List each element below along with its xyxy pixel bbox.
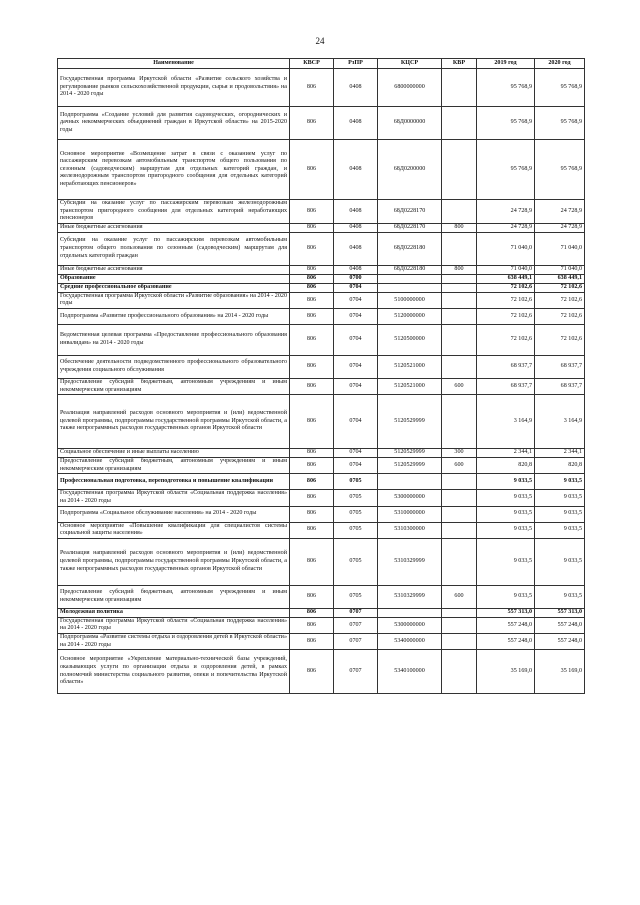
row-amount-2020: 68 937,7	[535, 355, 585, 378]
row-name: Субсидии на оказание услуг по пассажирским перевозкам автомобильным транспортом общего пользования по сезонным (садоводческим) маршрутам для отдельных категорий граждан	[58, 232, 290, 265]
row-kvr	[442, 355, 477, 378]
row-rzpr: 0408	[334, 265, 378, 274]
row-rzpr: 0704	[334, 308, 378, 324]
row-kvsr: 806	[290, 378, 334, 394]
row-kcsr: 5100000000	[378, 292, 442, 308]
row-amount-2020: 557 313,0	[535, 608, 585, 617]
row-kcsr: 6800000000	[378, 69, 442, 107]
row-rzpr: 0707	[334, 633, 378, 649]
row-kvsr: 806	[290, 292, 334, 308]
row-kvsr: 806	[290, 650, 334, 694]
row-kcsr: 5310329999	[378, 538, 442, 585]
row-kvr	[442, 283, 477, 292]
row-kvr	[442, 490, 477, 506]
row-kvr	[442, 69, 477, 107]
row-name: Государственная программа Иркутской области «Развитие сельского хозяйства и регулирование рынков сельскохозяйственной продукции, сырья и продовольствия» на 2014 - 2020 годы	[58, 69, 290, 107]
col-header-rzpr: РзПР	[334, 59, 378, 69]
row-rzpr: 0705	[334, 474, 378, 490]
row-amount-2020: 3 164,9	[535, 395, 585, 449]
row-kcsr	[378, 283, 442, 292]
row-amount-2019: 9 033,5	[477, 538, 535, 585]
row-name: Предоставление субсидий бюджетным, автономным учреждениям и иным некоммерческим организациям	[58, 585, 290, 608]
row-kcsr: 5340100000	[378, 650, 442, 694]
row-kvsr: 806	[290, 283, 334, 292]
table-row	[58, 506, 585, 522]
row-rzpr: 0408	[334, 107, 378, 140]
row-name: Подпрограмма «Социальное обслуживание населения» на 2014 - 2020 годы	[58, 506, 290, 522]
row-rzpr: 0408	[334, 69, 378, 107]
row-kcsr: 5340000000	[378, 633, 442, 649]
row-kvsr: 806	[290, 608, 334, 617]
row-kvr	[442, 650, 477, 694]
row-kcsr: 5120521000	[378, 355, 442, 378]
row-kvr	[442, 324, 477, 355]
row-name: Средние профессиональное образование	[58, 283, 290, 292]
row-name: Образование	[58, 274, 290, 283]
table-row	[58, 200, 585, 224]
row-kvsr: 806	[290, 522, 334, 538]
row-amount-2020: 68 937,7	[535, 378, 585, 394]
row-amount-2020: 72 102,6	[535, 292, 585, 308]
row-amount-2019: 3 164,9	[477, 395, 535, 449]
row-kvr: 600	[442, 585, 477, 608]
row-kvsr: 806	[290, 538, 334, 585]
row-amount-2019: 71 040,0	[477, 232, 535, 265]
row-kcsr: 68Д0200000	[378, 140, 442, 200]
row-kvr	[442, 633, 477, 649]
row-amount-2019: 557 248,0	[477, 617, 535, 633]
row-name: Основное мероприятие «Повышение квалификации для специалистов системы социальной защиты населения»	[58, 522, 290, 538]
row-kcsr: 68Д0228180	[378, 265, 442, 274]
row-amount-2020: 9 033,5	[535, 522, 585, 538]
row-rzpr: 0707	[334, 650, 378, 694]
row-amount-2020: 24 728,9	[535, 223, 585, 232]
row-name: Подпрограмма «Создание условий для развития садоводческих, огороднических и дачных некоммерческих объединений граждан в Иркутской области» на 2015-2020 годы	[58, 107, 290, 140]
row-name: Предоставление субсидий бюджетным, автономным учреждениям и иным некоммерческим организациям	[58, 458, 290, 474]
table-row	[58, 490, 585, 506]
row-name: Реализация направлений расходов основного мероприятия и (или) ведомственной целевой программы, подпрограммы государственной программы Иркутской области, а также непрограммных расходов государственных органов Иркутской области	[58, 538, 290, 585]
table-row	[58, 308, 585, 324]
row-amount-2020: 9 033,5	[535, 506, 585, 522]
table-row	[58, 292, 585, 308]
row-rzpr: 0705	[334, 538, 378, 585]
row-kcsr: 5120500000	[378, 324, 442, 355]
budget-table	[57, 58, 585, 694]
col-header-2020: 2020 год	[535, 59, 585, 69]
row-rzpr: 0704	[334, 378, 378, 394]
table-row	[58, 324, 585, 355]
row-kvsr: 806	[290, 585, 334, 608]
row-kcsr: 5310300000	[378, 522, 442, 538]
row-kcsr	[378, 274, 442, 283]
row-kvr: 300	[442, 449, 477, 458]
table-row	[58, 355, 585, 378]
row-rzpr: 0705	[334, 585, 378, 608]
row-kvsr: 806	[290, 274, 334, 283]
row-kcsr: 5120529999	[378, 458, 442, 474]
row-amount-2020: 72 102,6	[535, 283, 585, 292]
row-kvr	[442, 522, 477, 538]
row-kcsr: 68Д0228180	[378, 232, 442, 265]
row-rzpr: 0704	[334, 449, 378, 458]
row-rzpr: 0408	[334, 223, 378, 232]
row-amount-2019: 9 033,5	[477, 522, 535, 538]
row-rzpr: 0700	[334, 274, 378, 283]
row-amount-2020: 71 040,0	[535, 265, 585, 274]
row-amount-2020: 9 033,5	[535, 474, 585, 490]
table-row	[58, 265, 585, 274]
row-name: Социальное обеспечение и иные выплаты населению	[58, 449, 290, 458]
row-kvsr: 806	[290, 458, 334, 474]
row-kvsr: 806	[290, 633, 334, 649]
row-kcsr: 68Д0228170	[378, 200, 442, 224]
row-amount-2020: 72 102,6	[535, 324, 585, 355]
row-name: Государственная программа Иркутской области «Социальная поддержка населения» на 2014 - 2020 годы	[58, 490, 290, 506]
row-name: Подпрограмма «Развитие профессионального образования» на 2014 - 2020 годы	[58, 308, 290, 324]
row-amount-2019: 9 033,5	[477, 490, 535, 506]
table-row	[58, 223, 585, 232]
row-amount-2019: 24 728,9	[477, 200, 535, 224]
row-kcsr: 5300000000	[378, 490, 442, 506]
row-kvsr: 806	[290, 140, 334, 200]
row-amount-2019: 35 169,0	[477, 650, 535, 694]
row-kcsr: 68Д0000000	[378, 107, 442, 140]
row-amount-2019: 71 040,0	[477, 265, 535, 274]
row-name: Обеспечение деятельности подведомственного профессионального образовательного учреждения социального обслуживания	[58, 355, 290, 378]
row-rzpr: 0408	[334, 140, 378, 200]
row-kcsr: 5120521000	[378, 378, 442, 394]
row-kvr	[442, 474, 477, 490]
row-amount-2020: 557 248,0	[535, 617, 585, 633]
row-amount-2019: 68 937,7	[477, 378, 535, 394]
row-name: Субсидии на оказание услуг по пассажирским перевозкам железнодорожным транспортом пригородного сообщения для отдельных категорий неработающих пенсионеров	[58, 200, 290, 224]
row-amount-2020: 71 040,0	[535, 232, 585, 265]
row-kvr	[442, 617, 477, 633]
row-kvsr: 806	[290, 355, 334, 378]
row-kcsr: 5310000000	[378, 506, 442, 522]
row-amount-2020: 95 768,9	[535, 107, 585, 140]
row-rzpr: 0705	[334, 522, 378, 538]
row-kvr: 800	[442, 265, 477, 274]
table-row	[58, 378, 585, 394]
table-row	[58, 650, 585, 694]
row-amount-2020: 72 102,6	[535, 308, 585, 324]
row-amount-2019: 638 449,1	[477, 274, 535, 283]
row-name: Ведомственная целевая программа «Предоставление профессионального образования инвалидам» на 2014 - 2020 годы	[58, 324, 290, 355]
row-rzpr: 0705	[334, 506, 378, 522]
row-amount-2019: 72 102,6	[477, 324, 535, 355]
row-kvr	[442, 292, 477, 308]
row-amount-2020: 9 033,5	[535, 585, 585, 608]
row-kcsr	[378, 608, 442, 617]
row-kvr	[442, 274, 477, 283]
row-kvsr: 806	[290, 308, 334, 324]
table-row	[58, 232, 585, 265]
row-name: Государственная программа Иркутской области «Развитие образования» на 2014 - 2020 годы	[58, 292, 290, 308]
row-kvsr: 806	[290, 200, 334, 224]
table-row	[58, 140, 585, 200]
table-row	[58, 633, 585, 649]
row-amount-2019: 9 033,5	[477, 585, 535, 608]
row-kvsr: 806	[290, 506, 334, 522]
row-amount-2020: 35 169,0	[535, 650, 585, 694]
row-amount-2019: 24 728,9	[477, 223, 535, 232]
row-kcsr: 5310329999	[378, 585, 442, 608]
row-amount-2019: 9 033,5	[477, 474, 535, 490]
row-kcsr: 5300000000	[378, 617, 442, 633]
row-kvr: 600	[442, 458, 477, 474]
row-kvsr: 806	[290, 265, 334, 274]
row-rzpr: 0704	[334, 292, 378, 308]
table-row	[58, 458, 585, 474]
table-row	[58, 608, 585, 617]
row-amount-2019: 2 344,1	[477, 449, 535, 458]
row-amount-2019: 95 768,9	[477, 107, 535, 140]
row-kvr	[442, 107, 477, 140]
row-amount-2020: 95 768,9	[535, 69, 585, 107]
col-header-kcsr: КЦСР	[378, 59, 442, 69]
row-kvr	[442, 395, 477, 449]
table-row	[58, 522, 585, 538]
row-name: Государственная программа Иркутской области «Социальная поддержка населения» на 2014 - 2020 годы	[58, 617, 290, 633]
row-amount-2019: 72 102,6	[477, 283, 535, 292]
row-rzpr: 0707	[334, 608, 378, 617]
row-kvsr: 806	[290, 232, 334, 265]
row-kvr	[442, 140, 477, 200]
row-kcsr: 5120529999	[378, 449, 442, 458]
row-kvsr: 806	[290, 617, 334, 633]
row-name: Реализация направлений расходов основного мероприятия и (или) ведомственной целевой программы, подпрограммы государственной программы Иркутской области, а также непрограммных расходов государственных органов Иркутской области	[58, 395, 290, 449]
row-name: Основное мероприятие «Укрепление материально-технической базы учреждений, оказывающих услуги по организации отдыха и оздоровления детей, в рамках полномочий министерства социального развития, опеки и попечительства Иркутской области»	[58, 650, 290, 694]
row-rzpr: 0707	[334, 617, 378, 633]
row-name: Молодежная политика	[58, 608, 290, 617]
row-name: Иные бюджетные ассигнования	[58, 265, 290, 274]
row-kvr: 600	[442, 378, 477, 394]
row-amount-2019: 72 102,6	[477, 308, 535, 324]
row-kvr	[442, 308, 477, 324]
row-name: Предоставление субсидий бюджетным, автономным учреждениям и иным некоммерческим организациям	[58, 378, 290, 394]
row-name: Иные бюджетные ассигнования	[58, 223, 290, 232]
row-amount-2019: 820,8	[477, 458, 535, 474]
row-rzpr: 0704	[334, 355, 378, 378]
row-amount-2019: 557 313,0	[477, 608, 535, 617]
col-header-2019: 2019 год	[477, 59, 535, 69]
row-kvr	[442, 538, 477, 585]
row-amount-2019: 557 248,0	[477, 633, 535, 649]
row-rzpr: 0408	[334, 200, 378, 224]
row-kvr	[442, 608, 477, 617]
row-kvr	[442, 232, 477, 265]
row-kvsr: 806	[290, 395, 334, 449]
row-rzpr: 0705	[334, 490, 378, 506]
row-amount-2020: 9 033,5	[535, 538, 585, 585]
col-header-name: Наименование	[58, 59, 290, 69]
row-kcsr: 5120000000	[378, 308, 442, 324]
row-amount-2019: 9 033,5	[477, 506, 535, 522]
row-amount-2019: 95 768,9	[477, 140, 535, 200]
row-name: Профессиональная подготовка, переподготовка и повышение квалификации	[58, 474, 290, 490]
row-kcsr	[378, 474, 442, 490]
row-rzpr: 0704	[334, 395, 378, 449]
table-row	[58, 585, 585, 608]
row-amount-2019: 68 937,7	[477, 355, 535, 378]
row-kvsr: 806	[290, 449, 334, 458]
row-amount-2020: 24 728,9	[535, 200, 585, 224]
table-row	[58, 395, 585, 449]
table-body	[58, 69, 585, 694]
table-row	[58, 283, 585, 292]
row-name: Подпрограмма «Развитие системы отдыха и оздоровления детей в Иркутской области» на 2014 - 2020 годы	[58, 633, 290, 649]
row-amount-2020: 2 344,1	[535, 449, 585, 458]
table-row	[58, 449, 585, 458]
row-amount-2020: 95 768,9	[535, 140, 585, 200]
table-row	[58, 617, 585, 633]
table-row	[58, 107, 585, 140]
row-kvr: 800	[442, 223, 477, 232]
row-rzpr: 0704	[334, 283, 378, 292]
row-kvsr: 806	[290, 69, 334, 107]
row-amount-2019: 72 102,6	[477, 292, 535, 308]
row-kcsr: 5120529999	[378, 395, 442, 449]
row-rzpr: 0704	[334, 324, 378, 355]
table-row	[58, 274, 585, 283]
row-kvsr: 806	[290, 107, 334, 140]
page-number: 24	[315, 36, 325, 46]
table-row	[58, 474, 585, 490]
row-amount-2020: 9 033,5	[535, 490, 585, 506]
table-row	[58, 538, 585, 585]
row-name: Основное мероприятие «Возмещение затрат в связи с оказанием услуг по пассажирским перевозкам автомобильным транспортом общего пользования по сезонным (садоводческим) маршрутам для отдельных категорий граждан, и железнодорожным транспортом пригородного сообщения для отдельных категорий неработающих пенсионеров»	[58, 140, 290, 200]
row-amount-2020: 820,8	[535, 458, 585, 474]
table-row	[58, 69, 585, 107]
row-kvsr: 806	[290, 223, 334, 232]
col-header-kvsr: КВСР	[290, 59, 334, 69]
row-kvsr: 806	[290, 474, 334, 490]
row-rzpr: 0408	[334, 232, 378, 265]
row-rzpr: 0704	[334, 458, 378, 474]
row-kcsr: 68Д0228170	[378, 223, 442, 232]
row-amount-2020: 557 248,0	[535, 633, 585, 649]
row-kvsr: 806	[290, 324, 334, 355]
row-amount-2019: 95 768,9	[477, 69, 535, 107]
row-amount-2020: 638 449,1	[535, 274, 585, 283]
row-kvsr: 806	[290, 490, 334, 506]
row-kvr	[442, 200, 477, 224]
row-kvr	[442, 506, 477, 522]
table-header-row	[58, 59, 585, 69]
col-header-kvr: КВР	[442, 59, 477, 69]
